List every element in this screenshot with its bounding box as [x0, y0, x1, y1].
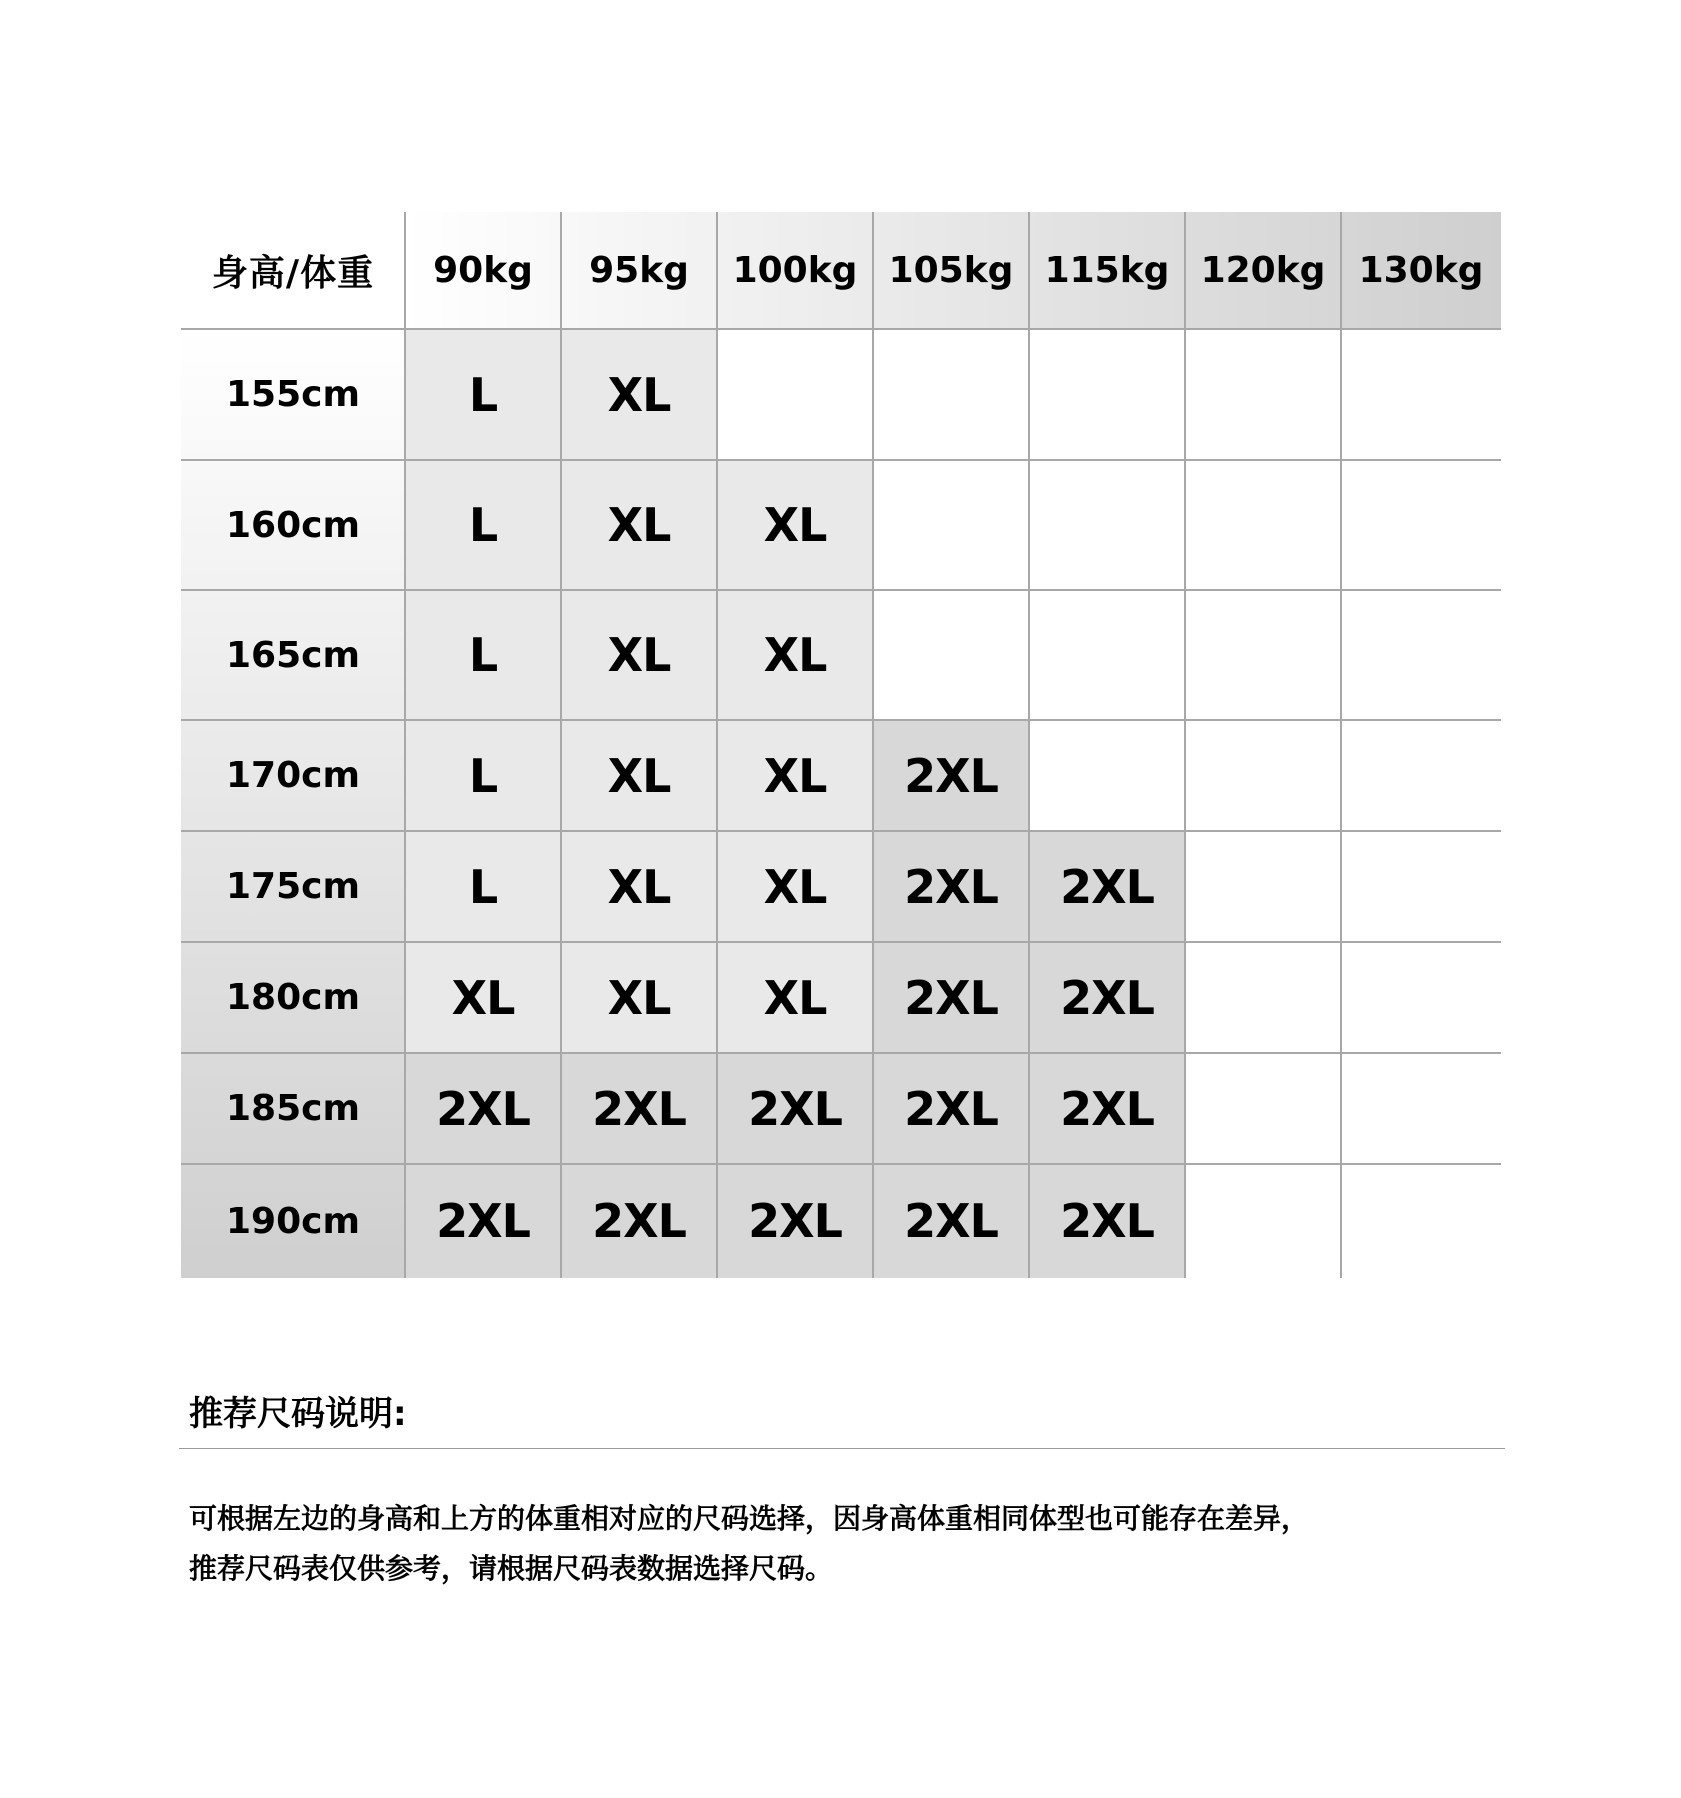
size-cell: XL: [405, 942, 561, 1053]
empty-cell: [1341, 942, 1501, 1053]
grid-line: [404, 212, 406, 1278]
grid-line: [872, 212, 874, 1278]
empty-cell: [1029, 720, 1185, 831]
size-cell: XL: [561, 942, 717, 1053]
empty-cell: [1185, 460, 1341, 590]
size-cell: 2XL: [1029, 1164, 1185, 1278]
size-chart-table: [181, 212, 1501, 1278]
size-cell: 2XL: [873, 720, 1029, 831]
empty-cell: [717, 329, 873, 460]
size-cell: 2XL: [873, 1164, 1029, 1278]
recommendation-line: 推荐尺码表仅供参考，请根据尺码表数据选择尺码。: [189, 1552, 834, 1585]
empty-cell: [1341, 1053, 1501, 1164]
size-cell: XL: [561, 831, 717, 942]
empty-cell: [1341, 1164, 1501, 1278]
size-cell: L: [405, 460, 561, 590]
size-cell: 2XL: [873, 831, 1029, 942]
divider: [179, 1448, 1505, 1449]
empty-cell: [1185, 1053, 1341, 1164]
size-cell: 2XL: [405, 1164, 561, 1278]
grid-line: [181, 830, 1501, 832]
size-cell: 2XL: [561, 1164, 717, 1278]
empty-cell: [1185, 942, 1341, 1053]
grid-line: [1028, 212, 1030, 1278]
weight-header: 120kg: [1185, 212, 1341, 329]
height-header: 190cm: [181, 1164, 405, 1278]
height-header: 185cm: [181, 1053, 405, 1164]
grid-line: [181, 719, 1501, 721]
size-cell: XL: [717, 720, 873, 831]
size-cell: 2XL: [1029, 1053, 1185, 1164]
empty-cell: [1185, 590, 1341, 720]
height-header: 175cm: [181, 831, 405, 942]
size-cell: XL: [717, 942, 873, 1053]
height-header: 180cm: [181, 942, 405, 1053]
weight-header: 90kg: [405, 212, 561, 329]
empty-cell: [1341, 720, 1501, 831]
grid-line: [560, 212, 562, 1278]
size-cell: XL: [717, 460, 873, 590]
empty-cell: [1185, 1164, 1341, 1278]
grid-line: [181, 1163, 1501, 1165]
size-cell: XL: [561, 720, 717, 831]
weight-header: 100kg: [717, 212, 873, 329]
weight-header: 130kg: [1341, 212, 1501, 329]
corner-header: 身高/体重: [181, 212, 405, 329]
empty-cell: [1341, 329, 1501, 460]
height-header: 170cm: [181, 720, 405, 831]
height-header: 165cm: [181, 590, 405, 720]
empty-cell: [1341, 460, 1501, 590]
empty-cell: [1029, 590, 1185, 720]
size-cell: XL: [561, 460, 717, 590]
size-cell: L: [405, 329, 561, 460]
empty-cell: [1185, 329, 1341, 460]
grid-line: [1184, 212, 1186, 1278]
empty-cell: [873, 460, 1029, 590]
size-cell: XL: [561, 590, 717, 720]
weight-header: 95kg: [561, 212, 717, 329]
size-cell: L: [405, 720, 561, 831]
empty-cell: [873, 329, 1029, 460]
grid-line: [181, 328, 1501, 330]
empty-cell: [1341, 590, 1501, 720]
size-cell: 2XL: [405, 1053, 561, 1164]
empty-cell: [1185, 720, 1341, 831]
size-cell: 2XL: [561, 1053, 717, 1164]
size-cell: 2XL: [873, 1053, 1029, 1164]
size-cell: XL: [717, 590, 873, 720]
size-cell: XL: [717, 831, 873, 942]
grid-line: [181, 589, 1501, 591]
grid-line: [1340, 212, 1342, 1278]
height-header: 155cm: [181, 329, 405, 460]
size-cell: 2XL: [873, 942, 1029, 1053]
height-header: 160cm: [181, 460, 405, 590]
size-cell: 2XL: [1029, 942, 1185, 1053]
empty-cell: [1185, 831, 1341, 942]
size-cell: 2XL: [1029, 831, 1185, 942]
size-cell: XL: [561, 329, 717, 460]
recommendation-line: 可根据左边的身高和上方的体重相对应的尺码选择，因身高体重相同体型也可能存在差异，: [189, 1502, 1310, 1535]
grid-line: [181, 941, 1501, 943]
recommendation-title: 推荐尺码说明:: [189, 1394, 407, 1434]
recommendation-text: [189, 1494, 1509, 1594]
grid-line: [716, 212, 718, 1278]
weight-header: 115kg: [1029, 212, 1185, 329]
empty-cell: [1029, 329, 1185, 460]
size-cell: 2XL: [717, 1164, 873, 1278]
empty-cell: [1341, 831, 1501, 942]
size-cell: L: [405, 590, 561, 720]
grid-line: [181, 459, 1501, 461]
size-cell: 2XL: [717, 1053, 873, 1164]
grid-line: [181, 1052, 1501, 1054]
empty-cell: [873, 590, 1029, 720]
weight-header: 105kg: [873, 212, 1029, 329]
empty-cell: [1029, 460, 1185, 590]
size-cell: L: [405, 831, 561, 942]
